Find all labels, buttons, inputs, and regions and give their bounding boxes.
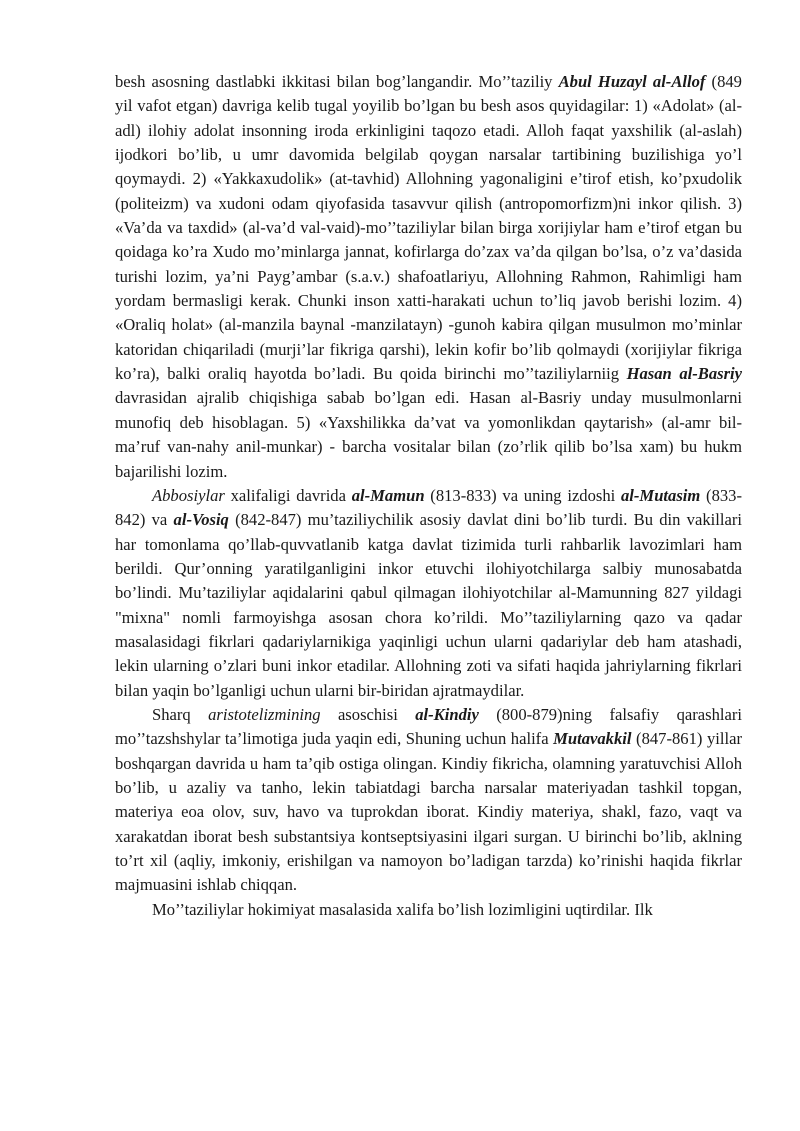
text-run: (847-861) yillar boshqargan davrida u ham ta’qib ostiga olingan. Kindiy fikricha, olamning yaratuvchisi Alloh bo’lib, u azaliy va tanho, lekin tabiatdagi barcha narsalar materiyadan tashkil topgan, materiya eoa olov, suv, havo va tuprokdan iborat. Kindiy materiya, shakl, fazo, vaqt va xarakatdan iborat besh substantsiya kontseptsiyasini ilgari surgan. U birinchi bo’lib, aklning to’rt xil (aqliy, imkoniy, erishilgan va namoyon bo’ladigan tarzda) ko’rinishi haqida fikrlar majmuasini ishlab chiqqan.: [115, 729, 742, 895]
emphasized-text: Abul Huzayl al-Allof: [558, 72, 706, 91]
emphasized-text: al-Mamun: [351, 485, 425, 505]
emphasized-text: aristotelizmining: [208, 704, 321, 724]
text-run: (833-842) va: [115, 485, 742, 530]
text-run: Mo’’taziliylar hokimiyat masalasida xalifa bo’lish lozimligini uqtirdilar. Ilk: [152, 899, 653, 919]
emphasized-text: Hasan al-Basriy: [626, 364, 743, 384]
text-run: xalifaligi davrida: [224, 485, 352, 505]
text-run: davrasidan ajralib chiqishiga sabab bo’lgan edi. Hasan al-Basriy unday musulmonlarni munofiq deb hisoblagan. 5) «Yaxshilikka da’vat va yomonlikdan qaytarish» (al-amr bil-ma’ruf van-nahy anil-munkar) - barcha vositalar bilan (zo’rlik qilib bo’lsa xam) bu hukm bajarilishi lozim.: [115, 388, 742, 481]
emphasized-text: al-Mutasim: [621, 485, 701, 505]
text-run: asoschisi: [320, 704, 416, 724]
paragraph-1: [115, 70, 742, 484]
text-run: (813-833) va uning izdoshi: [424, 485, 621, 505]
emphasized-text: Abbosiylar: [152, 485, 225, 505]
emphasized-text: al-Kindiy: [415, 704, 479, 724]
text-run: Sharq: [152, 704, 209, 724]
text-run: (849 yil vafot etgan) davriga kelib tugal yoyilib bo’lgan bu besh asos quyidagilar: 1) «Adolat» (al-adl) ilohiy adolat insonning iroda erkinligini taqozo etadi. Alloh faqat yaxshilik (al-aslah) ijodkori bo’lib, u umr davomida belgilab qoygan narsalar tartibining buzilishiga yo’l qoymaydi. 2) «Yakkaxudolik» (at-tavhid) Allohning yagonaligini e’tirof etish, ko’pxudolik (politeizm) va xudoni odam qiyofasida tasavvur qilish (antropomorfizm)ni inkor qilish. 3) «Va’da va taxdid» (al-va’d val-vaid)-mo’’taziliylar bilan birga xorijiylar ham e’tirof etgan bu qoidaga ko’ra Xudo mo’minlarga jannat, kofirlarga do’zax va’da qilgan bo’lsa, o’z va’dasida turishi lozim, ya’ni Payg’ambar (s.a.v.) shafoatlariyu, Allohning Rahmon, Rahimligi ham yordam bermasligi kerak. Chunki inson xatti-harakati uchun to’liq javob berishi lozim. 4) «Oraliq holat» (al-manzila baynal -manzilatayn) -gunoh kabira qilgan musulmon mo’minlar katoridan chiqariladi (murji’lar fikriga qarshi), lekin kofir bo’lib qolmaydi (xorijiylar fikriga ko’ra), balki oraliq hayotda bo’ladi. Bu qoida birinchi mo’’taziliylarniig: [115, 72, 742, 384]
document-page: [115, 70, 742, 922]
paragraph-4: [115, 898, 742, 922]
paragraph-2: [115, 484, 742, 703]
emphasized-text: al-Vosiq: [173, 510, 229, 530]
emphasized-text: Mutavakkil: [553, 729, 632, 749]
text-run: besh asosning dastlabki ikkitasi bilan bog’langandir. Mo’’taziliy: [115, 72, 559, 91]
text-run: (842-847) mu’taziliychilik asosiy davlat dini bo’lib turdi. Bu din vakillari har tomonlama qo’llab-quvvatlanib katga davlat tizimida turli rahbarlik lavozimlari ham berildi. Qur’onning yaratilganligini inkor etuvchi ilohiyotchilarga salbiy munosabatda bo’lindi. Mu’taziliylar aqidalarini qabul qilmagan ilohiyotchilar al-Mamunning 827 yildagi "mixna" nomli farmoyishga asosan chora ko’rildi. Mo’’taziliylarning qazo va qadar masalasidagi fikrlari qadariylarnikiga yaqinligi uchun ularni qadariylar deb ham atashadi, lekin ularning o’zlari buni inkor etadilar. Allohning zoti va sifati haqida jahriylarning fikrlari bilan yaqin bo’lganligi uchun ularni bir-biridan ajratmaydilar.: [115, 510, 742, 700]
text-run: (800-879)ning falsafiy qarashlari mo’’tazshshylar ta’limotiga juda yaqin edi, Shuning uchun halifa: [115, 704, 742, 749]
paragraph-3: [115, 703, 742, 898]
